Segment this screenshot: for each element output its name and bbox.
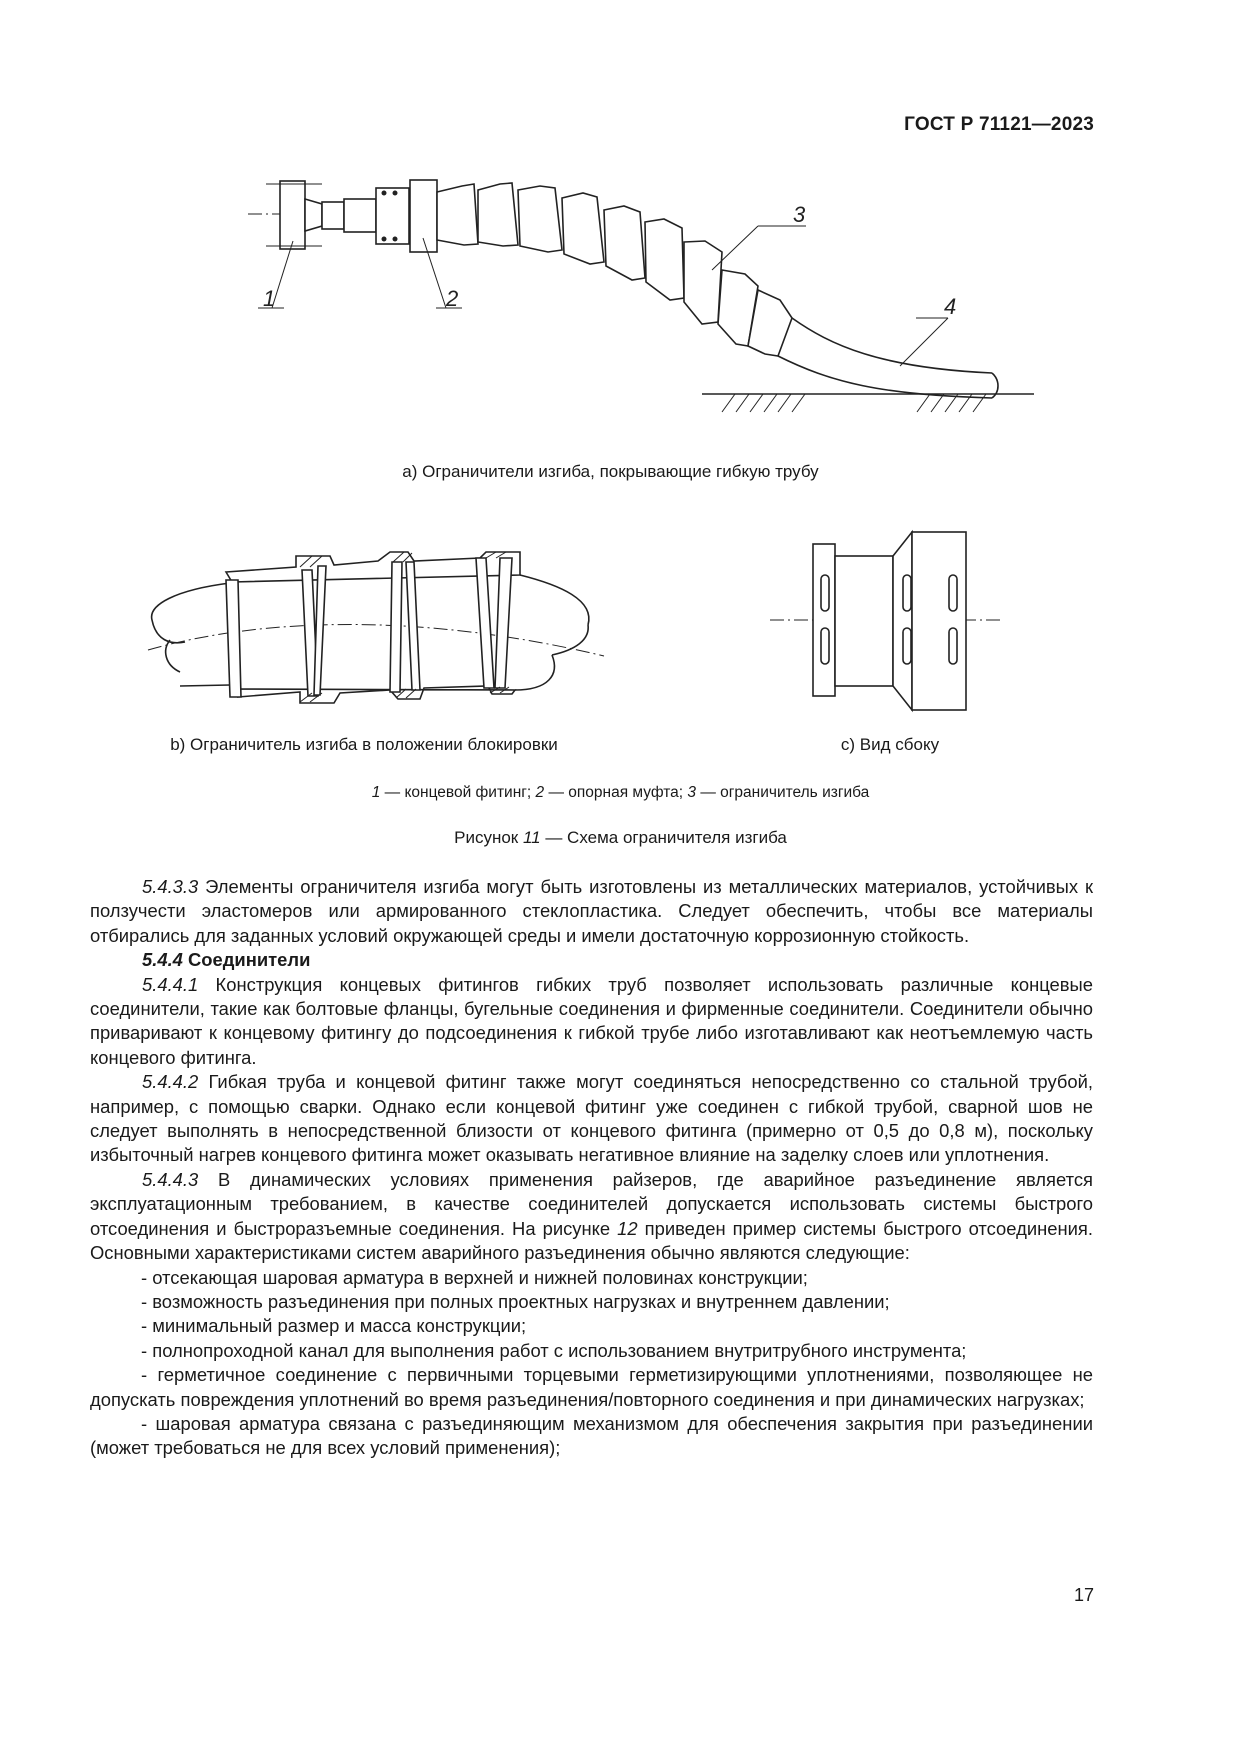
page-number: 17 bbox=[1073, 1585, 1094, 1605]
callout-3: 3 bbox=[793, 202, 806, 227]
figure-title-suffix: — Схема ограничителя изгиба bbox=[540, 828, 787, 847]
caption-b: b) Ограничитель изгиба в положении блокировки bbox=[170, 735, 558, 754]
clause-number: 5.4.4 bbox=[142, 949, 183, 971]
figure-reference: 12 bbox=[617, 1217, 638, 1239]
list-item: - герметичное соединение с первичными торцевыми герметизирующими уплотнениями, позволяющее не допускать повреждения уплотнений во время разъединения/повторного соединения и при динамических нагрузках; bbox=[90, 1364, 1093, 1410]
legend-num-1: 1 bbox=[371, 784, 381, 801]
figure-title-number: 11 bbox=[522, 828, 541, 847]
clause-number: 5.4.3.3 bbox=[142, 876, 199, 897]
paragraph-text: Конструкция концевых фитингов гибких труб позволяет использовать различные концевые соединители, такие как болтовые фланцы, бугельные соединения и фирменные соединители. Соединители обычно приваривают к концевому фитингу до подсоединения к гибкой трубе либо изготавливают как неотъемлемую часть концевого фитинга. bbox=[90, 973, 1093, 1068]
paragraph-5-4-4-3 bbox=[90, 1168, 1093, 1266]
legend-num-2: 2 bbox=[535, 784, 545, 801]
paragraph-text: В динамических условиях применения райзеров, где аварийное разъединение является эксплуатационным требованием, в качестве соединителей допускается использовать системы быстрого отсоединения и быстроразъемные соединения. На рисунке bbox=[90, 1168, 1093, 1239]
figure-legend bbox=[0, 784, 1241, 802]
figure-title bbox=[0, 828, 1241, 848]
callout-2: 2 bbox=[446, 286, 459, 311]
figure-title-prefix: Рисунок bbox=[454, 828, 523, 847]
caption-a: а) Ограничители изгиба, покрывающие гибкую трубу bbox=[402, 462, 819, 481]
callout-4: 4 bbox=[944, 294, 957, 319]
caption-c: c) Вид сбоку bbox=[840, 735, 940, 754]
list-item: - полнопроходной канал для выполнения работ с использованием внутритрубного инструмента; bbox=[141, 1339, 967, 1361]
section-title: Соединители bbox=[182, 949, 311, 971]
list-item: - шаровая арматура связана с разъединяющим механизмом для обеспечения закрытия при разъединении (может требоваться не для всех условий применения); bbox=[90, 1412, 1093, 1459]
document-header: ГОСТ Р 71121—2023 bbox=[904, 114, 1094, 135]
paragraph-text: приведен пример системы быстрого отсоединения. Основными характеристиками систем аварийного разъединения обычно являются следующие: bbox=[90, 1217, 1093, 1264]
section-heading-5-4-4 bbox=[90, 948, 1093, 972]
list-item: - минимальный размер и масса конструкции; bbox=[141, 1315, 527, 1337]
list-item: - отсекающая шаровая арматура в верхней и нижней половинах конструкции; bbox=[141, 1266, 808, 1288]
clause-number: 5.4.4.1 bbox=[142, 973, 199, 995]
figure-c-drawing bbox=[765, 525, 1005, 715]
legend-text-3: — ограничитель изгиба bbox=[696, 784, 870, 801]
clause-number: 5.4.4.3 bbox=[142, 1168, 199, 1190]
paragraph-5-4-4-1 bbox=[90, 973, 1093, 1071]
paragraph-5-4-3-3 bbox=[90, 875, 1093, 948]
clause-number: 5.4.4.2 bbox=[142, 1071, 199, 1093]
paragraph-5-4-4-2 bbox=[90, 1070, 1093, 1168]
paragraph-text: Элементы ограничителя изгиба могут быть изготовлены из металлических материалов, устойчивых к ползучести эластомеров или армированного стеклопластика. Следует обеспечить, чтобы все материалы отбирались для заданных условий окружающей среды и имели достаточную коррозионную стойкость. bbox=[90, 876, 1093, 946]
figure-a-drawing bbox=[240, 160, 1040, 430]
body-text bbox=[90, 875, 1093, 1461]
legend-num-3: 3 bbox=[687, 784, 697, 801]
figure-b-drawing bbox=[145, 545, 605, 715]
callout-1: 1 bbox=[263, 286, 276, 311]
legend-text-1: — концевой фитинг; bbox=[380, 784, 536, 801]
paragraph-text: Гибкая труба и концевой фитинг также могут соединяться непосредственно со стальной трубой, например, с помощью сварки. Однако если концевой фитинг уже соединен с гибкой трубой, сварной шов не следует выполнять в непосредственной близости от концевого фитинга (примерно от 0,5 до 0,8 м), поскольку избыточный нагрев концевого фитинга может оказывать негативное влияние на заделку слоев или уплотнения. bbox=[90, 1071, 1093, 1166]
list-item: - возможность разъединения при полных проектных нагрузках и внутреннем давлении; bbox=[141, 1290, 890, 1312]
legend-text-2: — опорная муфта; bbox=[544, 784, 688, 801]
